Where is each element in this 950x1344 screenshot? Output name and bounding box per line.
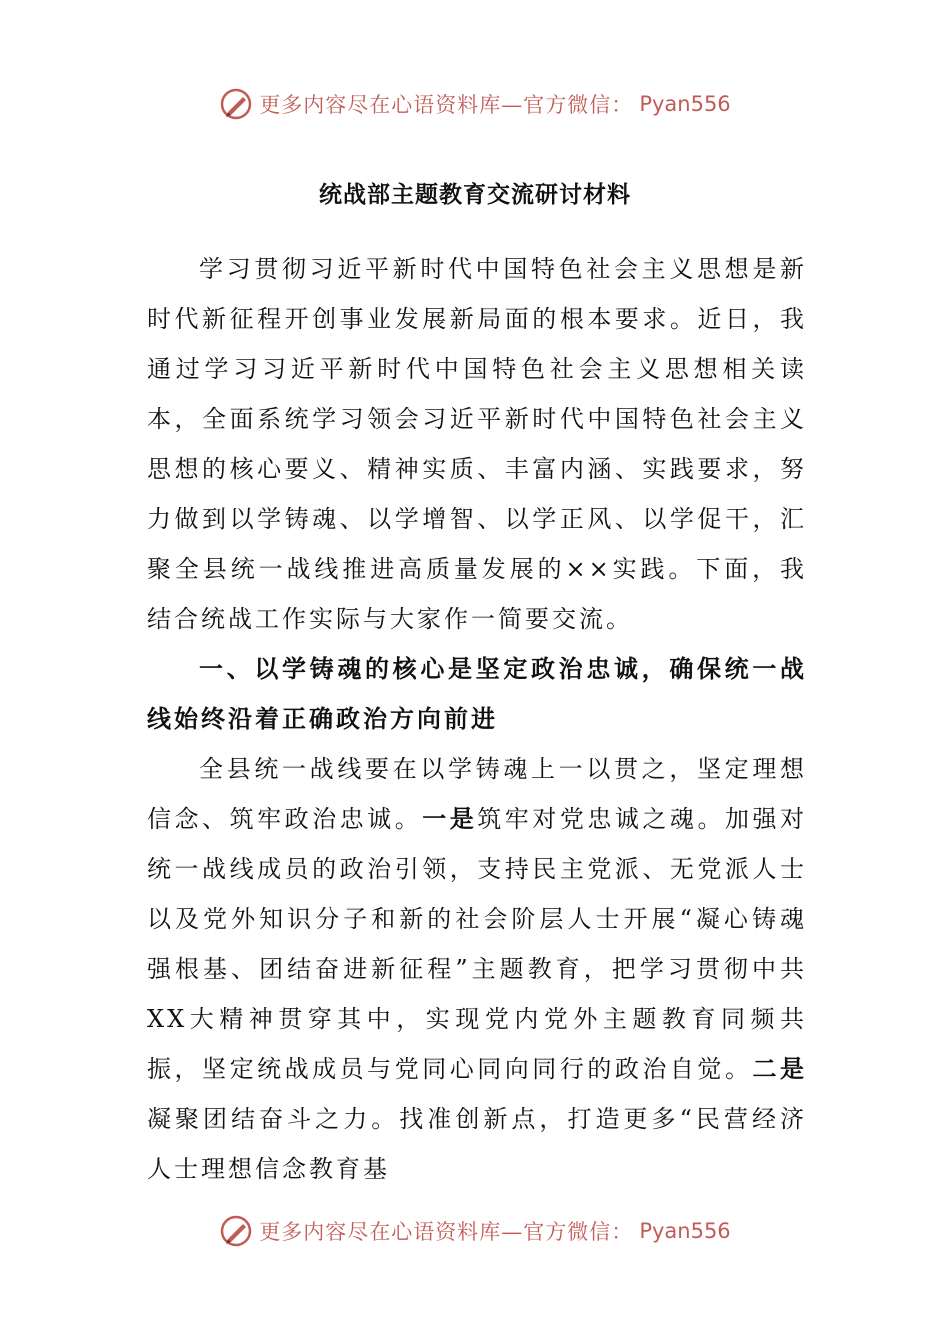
section-1-lead-1: 一是 bbox=[422, 804, 478, 833]
section-1-text-b: 筑牢对党忠诚之魂。加强对统一战线成员的政治引领，支持民主党派、无党派人士以及党外知识分子和新的社会阶层人士开展“凝心铸魂强根基、团结奋进新征程”主题教育，把学习贯彻中共XX大精神贯穿其中，实现党内党外主题教育同频共振，坚定统战成员与党同心同向同行的政治自觉。 bbox=[147, 805, 808, 1083]
intro-paragraph: 学习贯彻习近平新时代中国特色社会主义思想是新时代新征程开创事业发展新局面的根本要求。近日，我通过学习习近平新时代中国特色社会主义思想相关读本，全面系统学习领会习近平新时代中国特色社会主义思想的核心要义、精神实质、丰富内涵、实践要求，努力做到以学铸魂、以学增智、以学正风、以学促干，汇聚全县统一战线推进高质量发展的××实践。下面，我结合统战工作实际与大家作一简要交流。 bbox=[147, 255, 807, 633]
watermark-banner-top bbox=[0, 84, 950, 124]
section-1-text-a: 全县统一战线要在以学铸魂上一以贯之，坚定理想信念、筑牢政治忠诚。 bbox=[147, 755, 807, 833]
watermark-wechat: Pyan556 bbox=[639, 1219, 731, 1243]
document-body bbox=[147, 244, 807, 1194]
pen-circle-logo-icon bbox=[219, 87, 253, 121]
pen-circle-logo-icon bbox=[219, 1214, 253, 1248]
watermark-text: 更多内容尽在心语资料库—官方微信： bbox=[259, 93, 634, 117]
section-1-paragraph bbox=[147, 744, 807, 1194]
section-heading-1: 一、以学铸魂的核心是坚定政治忠诚，确保统一战线始终沿着正确政治方向前进 bbox=[147, 654, 807, 733]
watermark-wechat: Pyan556 bbox=[639, 92, 731, 116]
section-1-text-c: 凝聚团结奋斗之力。找准创新点，打造更多“民营经济人士理想信念教育基 bbox=[147, 1105, 807, 1183]
section-1-lead-2: 二是 bbox=[752, 1054, 808, 1083]
watermark-banner-bottom bbox=[0, 1211, 950, 1251]
watermark-text: 更多内容尽在心语资料库—官方微信： bbox=[259, 1220, 634, 1244]
document-title: 统战部主题教育交流研讨材料 bbox=[319, 181, 631, 208]
